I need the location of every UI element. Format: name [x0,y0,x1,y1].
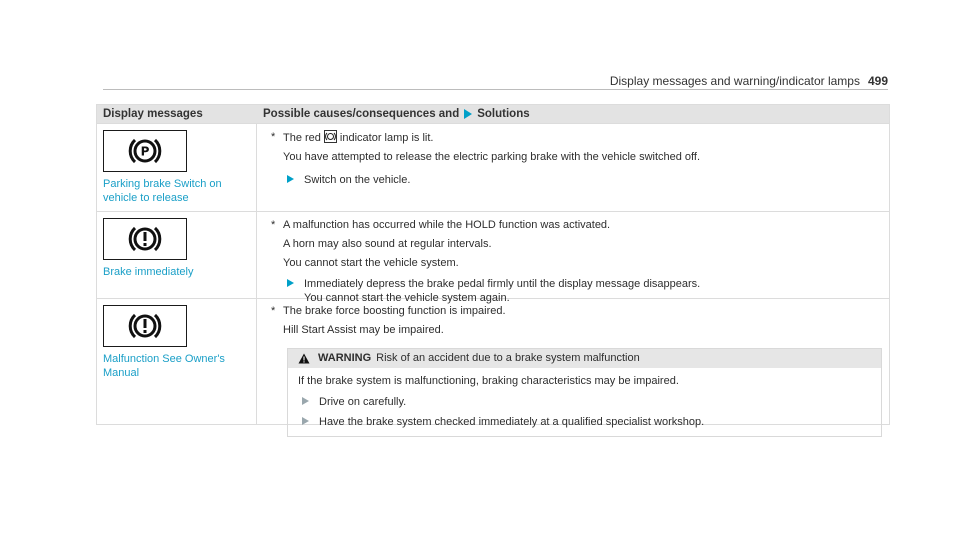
col-causes-solutions: Possible causes/consequences and Solutions [263,108,530,120]
arrow-right-icon [302,397,309,405]
arrow-right-icon [287,175,294,183]
brake-warning-icon [103,218,187,260]
message-label: Malfunction See Owner's Manual [103,353,225,379]
message-label: Brake immediately [103,266,194,278]
solution-step: Switch on the vehicle. [271,173,889,188]
arrow-right-icon [302,417,309,425]
parking-brake-p-icon [103,130,187,172]
brake-warning-icon [103,305,187,347]
arrow-right-icon [287,279,294,287]
solution-step: Have the brake system checked immediately at a qualified specialist workshop. [298,415,881,430]
causes-cell: * The brake force boosting function is impaired. Hill Start Assist may be impaired. WARNING Risk of an accident due to a brake system malfunction If the brake system is malfunctioning, braking characteristics may be impaired. Drive on carefully. Have the brake system checked immediately at a qualified specialist workshop. [257,299,889,424]
bullet-star: * [271,305,276,317]
warning-box [287,348,882,438]
display-message-cell [97,212,257,298]
page-header [610,74,888,88]
solution-step: Drive on carefully. [298,395,881,410]
table-row [97,123,889,211]
warning-triangle-icon [298,353,310,364]
table-header [97,105,889,123]
message-label: Parking brake Switch on vehicle to release [103,178,222,204]
page-number: 499 [867,74,888,88]
display-message-cell [97,299,257,424]
bullet-star: * [271,219,276,231]
warning-body: If the brake system is malfunctioning, braking characteristics may be impaired. Drive on carefully. Have the brake system checked immediately at a qualified specialist workshop. [288,368,881,437]
table-row [97,298,889,429]
causes-cell: * The red indicator lamp is lit. You have attempted to release the electric parking brake with the vehicle switched off. Switch on the vehicle. [257,124,889,211]
warning-header: WARNING Risk of an accident due to a brake system malfunction [288,349,881,368]
arrow-right-icon [464,109,472,119]
cause-item: * The red indicator lamp is lit. [271,131,434,144]
parking-brake-indicator-icon [324,130,337,143]
solution-step: Immediately depress the brake pedal firmly until the display message disappears. You cannot start the vehicle system again. [271,277,889,307]
cause-item: * A malfunction has occurred while the HOLD function was activated. [271,219,611,231]
causes-cell: * A malfunction has occurred while the HOLD function was activated. A horn may also sound at regular intervals. You cannot start the vehicle system. Immediately depress the brake pedal firmly until the display message disappears. You cannot start the vehicle system again. [257,212,889,298]
header-rule [103,89,888,90]
table-row [97,211,889,305]
svg-text:P: P [140,144,150,159]
section-title: Display messages and warning/indicator lamps [609,74,860,88]
display-message-cell [97,124,257,211]
col-display-messages: Display messages [103,108,203,120]
bullet-star: * [271,131,276,143]
display-messages-table [96,104,890,429]
cause-item: * The brake force boosting function is impaired. [271,305,506,317]
